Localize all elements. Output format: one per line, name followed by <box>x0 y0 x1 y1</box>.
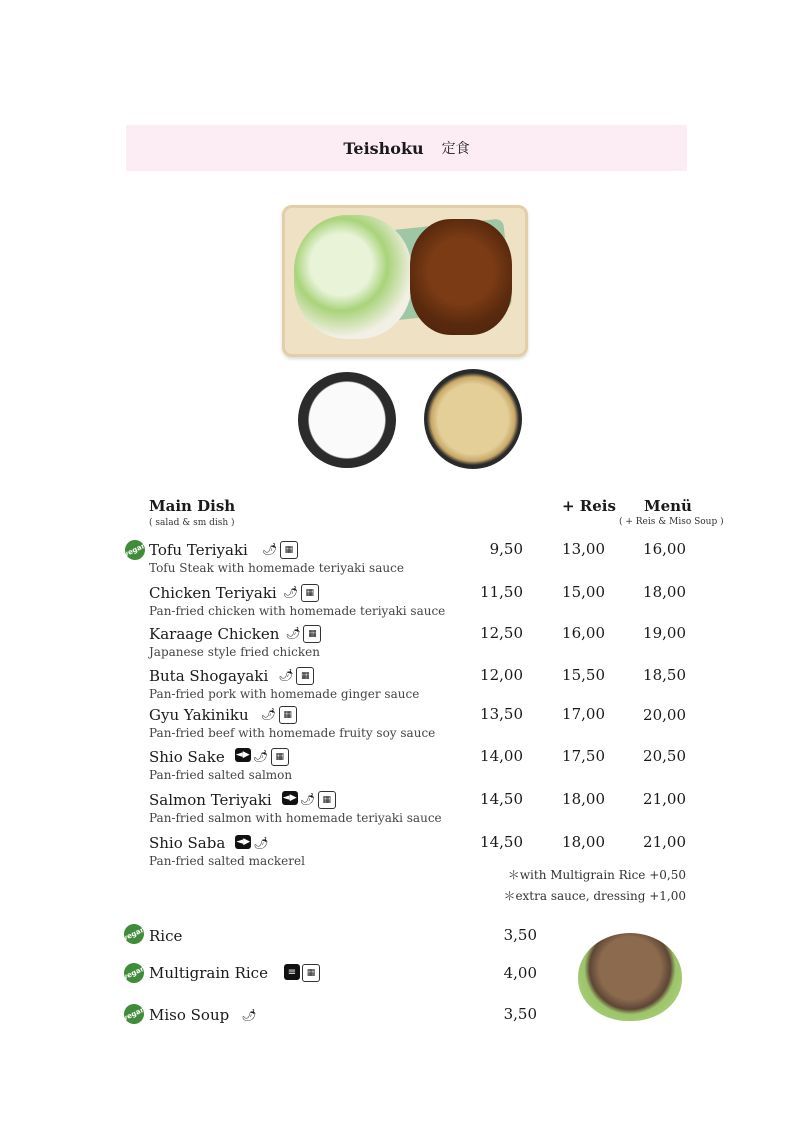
chili-icon: 🌶 <box>285 626 302 640</box>
menu-item <box>149 747 709 782</box>
header-menu-sub: ( + Reis & Miso Soup ) <box>619 517 724 527</box>
fish-icon: ◄▶ <box>236 837 251 847</box>
header-plus-rice: + Reis <box>562 497 616 515</box>
soy-icon: ▦ <box>271 748 289 766</box>
price-base: 13,50 <box>480 705 523 723</box>
item-desc: Pan-fried beef with homemade fruity soy sauce <box>149 726 436 740</box>
menu-item <box>149 705 709 740</box>
salad-image <box>294 215 412 339</box>
header-main-dish: Main Dish <box>149 497 236 515</box>
fish-icon: ◄▶ <box>235 750 250 760</box>
item-desc: Pan-fried salted mackerel <box>149 854 305 868</box>
side-name: Multigrain Rice <box>149 964 268 982</box>
item-desc: Pan-fried pork with homemade ginger sauce <box>149 687 420 701</box>
header-main-dish-sub: ( salad & sm dish ) <box>149 518 235 528</box>
price-rice: 15,00 <box>562 583 605 601</box>
item-name: Buta Shogayaki <box>149 667 269 685</box>
price-menu: 19,00 <box>643 624 686 642</box>
price-base: 14,00 <box>480 747 523 765</box>
chili-icon: 🌶 <box>261 707 277 721</box>
price-base: 14,50 <box>480 790 523 808</box>
soy-icon: ▦ <box>303 625 321 643</box>
price-rice: 18,00 <box>562 790 605 808</box>
soy-icon: ▦ <box>296 667 314 685</box>
vegan-icon: vegan <box>121 960 148 987</box>
item-desc: Pan-fried chicken with homemade teriyaki sauce <box>149 604 446 618</box>
wheat-icon: ≡ <box>284 964 300 980</box>
fish-icon: ◄▶ <box>282 793 297 803</box>
page-title: Teishoku <box>343 138 424 158</box>
item-desc: Tofu Steak with homemade teriyaki sauce <box>149 561 404 575</box>
note-multigrain: ＊with Multigrain Rice +0,50 <box>507 868 686 882</box>
price-menu: 16,00 <box>643 540 686 558</box>
chili-icon: 🌶 <box>283 585 299 599</box>
soy-icon: ▦ <box>318 791 336 809</box>
price-rice: 17,50 <box>562 747 605 765</box>
price-rice: 18,00 <box>562 833 605 851</box>
item-name: Gyu Yakiniku <box>149 706 249 724</box>
miso-bowl-image <box>424 369 522 469</box>
soy-icon: ▦ <box>279 706 297 724</box>
price-rice: 17,00 <box>562 705 605 723</box>
menu-item <box>149 583 709 618</box>
note-extra-sauce: ＊extra sauce, dressing +1,00 <box>503 889 686 903</box>
price-base: 12,00 <box>480 666 523 684</box>
vegan-icon: vegan <box>121 921 148 948</box>
price-rice: 16,00 <box>562 624 605 642</box>
menu-item <box>149 790 709 825</box>
header-menu: Menü <box>644 497 692 515</box>
title-banner <box>126 125 687 171</box>
chili-icon: 🌶 <box>241 1008 257 1022</box>
price-menu: 20,50 <box>643 747 686 765</box>
item-desc: Pan-fried salted salmon <box>149 768 293 782</box>
soy-icon: ▦ <box>302 964 320 982</box>
price-base: 12,50 <box>480 624 523 642</box>
item-name: Chicken Teriyaki <box>149 584 277 602</box>
soy-icon: ▦ <box>280 541 298 559</box>
price-menu: 21,00 <box>643 790 686 808</box>
chili-icon: 🌶 <box>278 668 294 682</box>
item-name: Tofu Teriyaki <box>149 541 248 559</box>
item-desc: Japanese style fried chicken <box>149 645 320 659</box>
price-menu: 18,50 <box>643 666 686 684</box>
chicken-image <box>410 219 512 335</box>
menu-item <box>149 540 709 575</box>
side-price: 3,50 <box>503 1005 537 1023</box>
chili-icon: 🌶 <box>253 836 269 850</box>
page-title-jp: 定食 <box>441 141 470 157</box>
soy-icon: ▦ <box>301 584 319 602</box>
teishoku-plate-image <box>282 205 528 357</box>
price-menu: 18,00 <box>643 583 686 601</box>
item-name: Shio Saba <box>149 834 226 852</box>
item-desc: Pan-fried salmon with homemade teriyaki sauce <box>149 811 442 825</box>
menu-item <box>149 624 709 659</box>
price-menu: 20,00 <box>643 706 686 724</box>
item-name: Karaage Chicken <box>149 625 280 643</box>
item-name: Salmon Teriyaki <box>149 791 272 809</box>
side-name: Rice <box>149 927 183 945</box>
chili-icon: 🌶 <box>300 792 316 806</box>
price-base: 9,50 <box>489 540 523 558</box>
price-rice: 13,00 <box>562 540 605 558</box>
vegan-icon: vegan <box>121 1001 148 1028</box>
chili-icon: 🌶 <box>253 749 269 763</box>
chili-icon: 🌶 <box>262 542 278 556</box>
multigrain-rice-bowl-image <box>578 933 682 1021</box>
side-price: 4,00 <box>503 964 537 982</box>
price-rice: 15,50 <box>562 666 605 684</box>
vegan-icon: vegan <box>122 537 149 564</box>
menu-item <box>149 666 709 701</box>
menu-item <box>149 833 709 868</box>
item-name: Shio Sake <box>149 748 225 766</box>
side-name: Miso Soup <box>149 1006 230 1024</box>
price-base: 11,50 <box>480 583 523 601</box>
price-menu: 21,00 <box>643 833 686 851</box>
price-base: 14,50 <box>480 833 523 851</box>
rice-bowl-image <box>298 372 396 468</box>
side-price: 3,50 <box>503 926 537 944</box>
